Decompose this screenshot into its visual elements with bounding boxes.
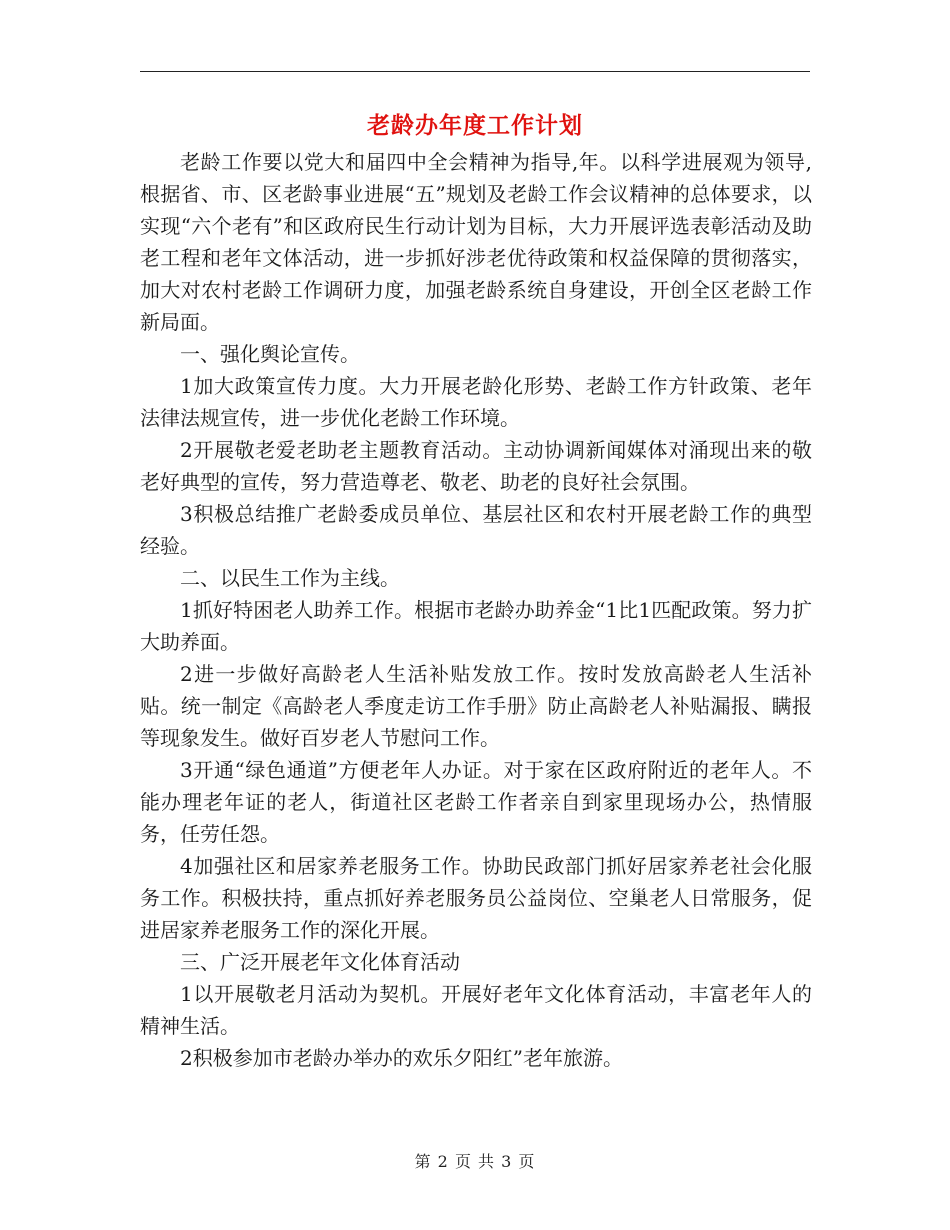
section-heading-2: 二、以民生工作为主线。: [180, 566, 400, 590]
paragraph-3-1: 1以开展敬老月活动为契机。开展好老年文化体育活动，丰富老年人的精神生活。: [140, 982, 812, 1038]
paragraph-1-1: 1加大政策宣传力度。大力开展老龄化形势、老龄工作方针政策、老年法律法规宣传，进一步优化老龄工作环境。: [140, 374, 812, 430]
paragraph-1-2: 2开展敬老爱老助老主题教育活动。主动协调新闻媒体对涌现出来的敬老好典型的宣传，努力营造尊老、敬老、助老的良好社会氛围。: [140, 438, 812, 494]
paragraph-2-4: 4加强社区和居家养老服务工作。协助民政部门抓好居家养老社会化服务工作。积极扶持，重点抓好养老服务员公益岗位、空巢老人日常服务，促进居家养老服务工作的深化开展。: [140, 854, 812, 942]
header-rule: [140, 71, 810, 72]
paragraph-2-3: 3开通“绿色通道”方便老年人办证。对于家在区政府附近的老年人。不能办理老年证的老人，街道社区老龄工作者亲自到家里现场办公，热情服务，任劳任怨。: [140, 758, 812, 846]
paragraph-2-1: 1抓好特困老人助养工作。根据市老龄办助养金“1比1匹配政策。努力扩大助养面。: [140, 598, 812, 654]
section-heading-1: 一、强化舆论宣传。: [180, 342, 360, 366]
paragraph-3-2: 2积极参加市老龄办举办的欢乐夕阳红”老年旅游。: [180, 1046, 623, 1070]
paragraph-1-3: 3积极总结推广老龄委成员单位、基层社区和农村开展老龄工作的典型经验。: [140, 502, 812, 558]
page-number: 第 2 页 共 3 页: [414, 1152, 536, 1171]
paragraph-2-2: 2进一步做好高龄老人生活补贴发放工作。按时发放高龄老人生活补贴。统一制定《高龄老人季度走访工作手册》防止高龄老人补贴漏报、瞒报等现象发生。做好百岁老人节慰问工作。: [140, 662, 812, 750]
paragraph-intro: 老龄工作要以党大和届四中全会精神为指导,年。以科学进展观为领导,根据省、市、区老龄事业进展“五”规划及老龄工作会议精神的总体要求，以实现“六个老有”和区政府民生行动计划为目标，大力开展评选表彰活动及助老工程和老年文体活动，进一步抓好涉老优待政策和权益保障的贯彻落实，加大对农村老龄工作调研力度，加强老龄系统自身建设，开创全区老龄工作新局面。: [140, 150, 812, 334]
document-body: [140, 146, 812, 1074]
section-heading-3: 三、广泛开展老年文化体育活动: [180, 950, 460, 974]
document-title: 老龄办年度工作计划: [367, 112, 583, 139]
